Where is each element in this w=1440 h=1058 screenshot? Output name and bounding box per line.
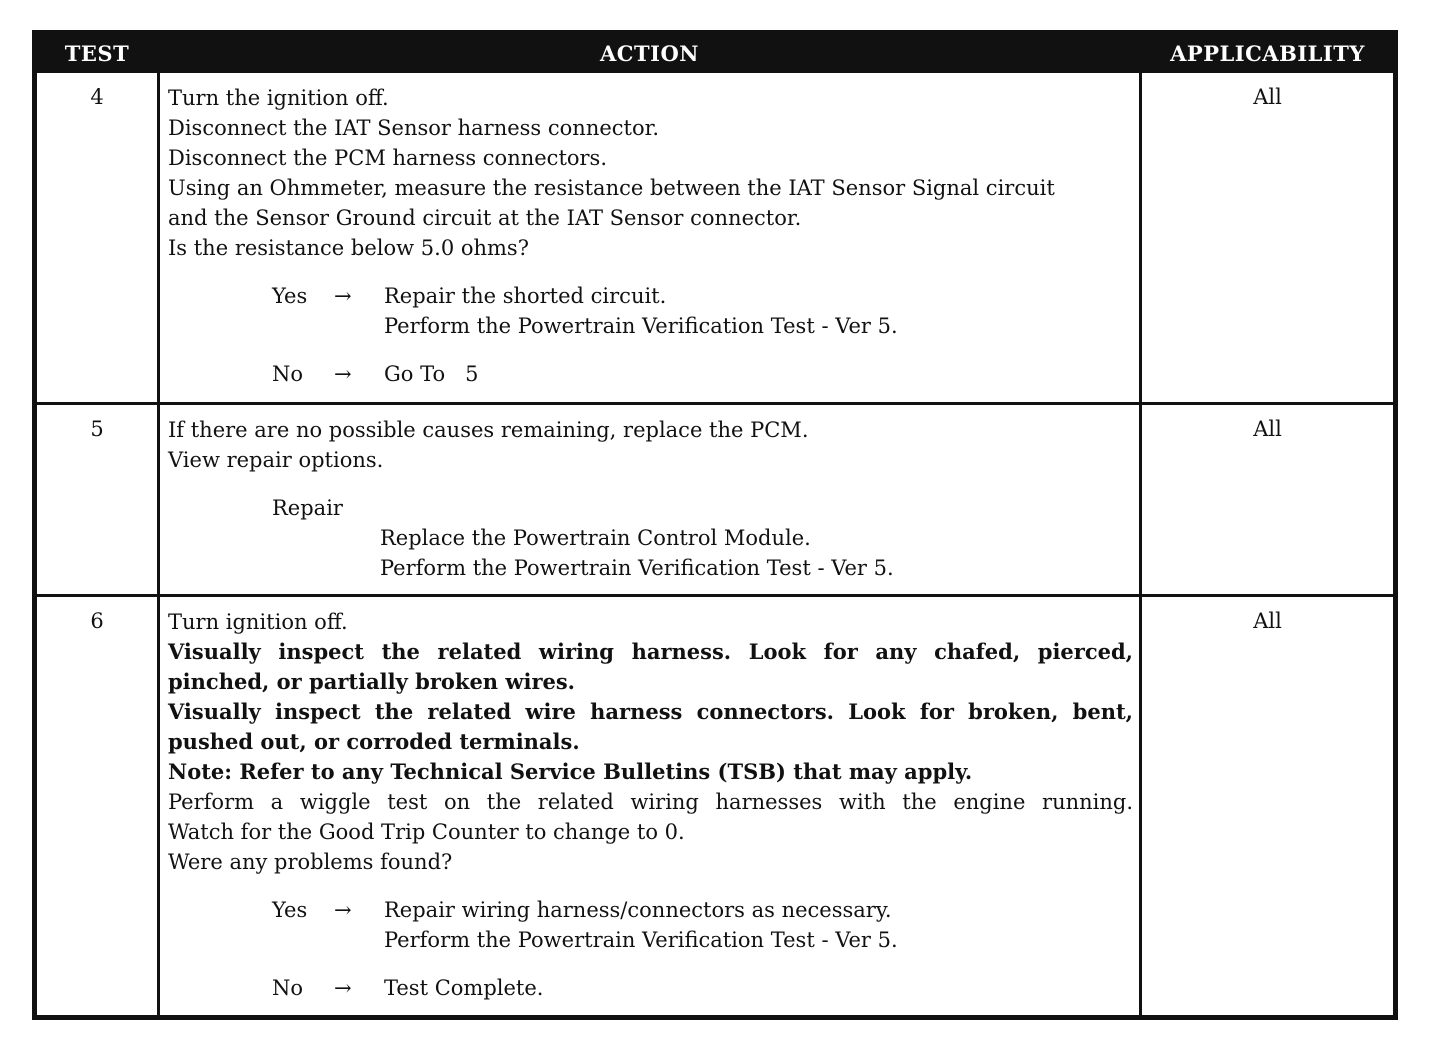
action-line-bold: pushed out, or corroded terminals. xyxy=(168,729,580,754)
action-line-bold: pinched, or partially broken wires. xyxy=(168,669,575,694)
yes-result-line: Repair the shorted circuit. xyxy=(384,284,667,308)
applicability-value: All xyxy=(1253,609,1282,633)
table-row-test-5 xyxy=(37,405,1393,597)
action-cell xyxy=(157,73,1142,402)
diagnostic-table xyxy=(32,30,1398,1020)
action-line-bold: Visually inspect the related wire harness connectors. Look for broken, bent, xyxy=(168,699,1133,724)
yes-result-line: Repair wiring harness/connectors as necessary. xyxy=(384,898,892,922)
action-line: Disconnect the IAT Sensor harness connector. xyxy=(168,116,660,140)
right-arrow-icon: → xyxy=(334,898,352,922)
action-cell xyxy=(157,597,1142,1015)
repair-label: Repair xyxy=(272,496,343,520)
action-line: and the Sensor Ground circuit at the IAT Sensor connector. xyxy=(168,206,802,230)
header-test: TEST xyxy=(64,41,130,66)
test-number: 5 xyxy=(90,417,104,441)
yes-result-line: Perform the Powertrain Verification Test - Ver 5. xyxy=(384,928,898,952)
action-line: View repair options. xyxy=(168,448,384,472)
action-line: Disconnect the PCM harness connectors. xyxy=(168,146,608,170)
action-line: Watch for the Good Trip Counter to change to 0. xyxy=(168,820,685,844)
right-arrow-icon: → xyxy=(334,362,352,386)
action-line: Turn ignition off. xyxy=(168,610,348,634)
header-action: ACTION xyxy=(600,41,699,66)
applicability-value: All xyxy=(1253,85,1282,109)
yes-result xyxy=(384,895,898,955)
action-cell xyxy=(157,405,1142,594)
no-result: Test Complete. xyxy=(384,976,544,1000)
right-arrow-icon: → xyxy=(334,976,352,1000)
repair-options xyxy=(272,493,1133,583)
yes-branch xyxy=(272,281,1133,341)
right-arrow-icon: → xyxy=(334,284,352,308)
yes-branch xyxy=(272,895,1133,955)
test-number: 4 xyxy=(90,85,104,109)
action-line: Perform a wiggle test on the related wiring harnesses with the engine running. xyxy=(168,790,1133,814)
no-branch xyxy=(272,359,1133,389)
no-branch xyxy=(272,973,1133,1003)
applicability-value: All xyxy=(1253,417,1282,441)
action-line: If there are no possible causes remaining, replace the PCM. xyxy=(168,418,809,442)
action-line: Were any problems found? xyxy=(168,850,453,874)
table-row-test-6 xyxy=(37,597,1393,1015)
yes-label: Yes xyxy=(272,898,308,922)
yes-result-line: Perform the Powertrain Verification Test - Ver 5. xyxy=(384,314,898,338)
test-number: 6 xyxy=(90,609,104,633)
table-header xyxy=(37,35,1393,73)
action-line: Using an Ohmmeter, measure the resistance between the IAT Sensor Signal circuit xyxy=(168,176,1055,200)
no-label: No xyxy=(272,976,304,1000)
table-row-test-4 xyxy=(37,73,1393,405)
no-label: No xyxy=(272,362,304,386)
repair-line: Perform the Powertrain Verification Test - Ver 5. xyxy=(380,556,894,580)
no-result: Go To 5 xyxy=(384,362,479,386)
header-applicability: APPLICABILITY xyxy=(1170,41,1365,66)
yes-result xyxy=(384,281,898,341)
action-line-bold: Note: Refer to any Technical Service Bulletins (TSB) that may apply. xyxy=(168,759,973,784)
action-line: Turn the ignition off. xyxy=(168,86,389,110)
action-line-bold: Visually inspect the related wiring harness. Look for any chafed, pierced, xyxy=(168,639,1133,664)
repair-line: Replace the Powertrain Control Module. xyxy=(380,526,811,550)
action-line: Is the resistance below 5.0 ohms? xyxy=(168,236,529,260)
yes-label: Yes xyxy=(272,284,308,308)
